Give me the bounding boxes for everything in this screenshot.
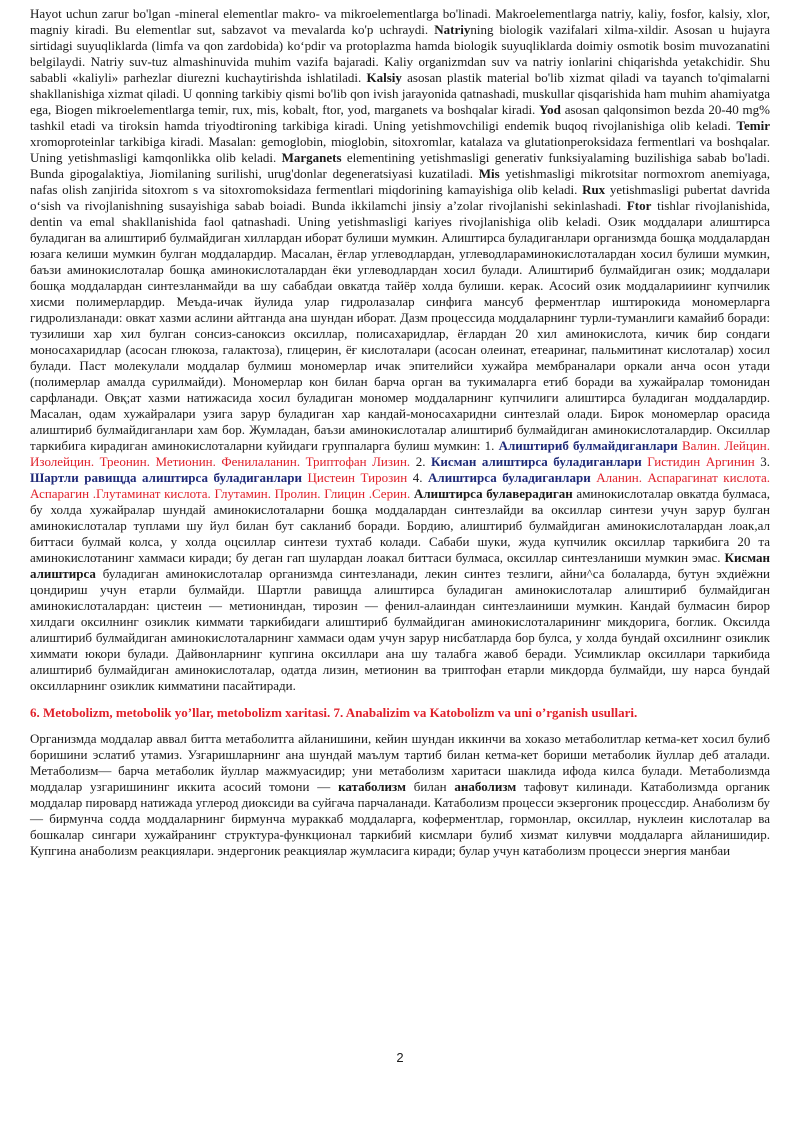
group-2-title: Кисман алиштирса буладиганлари xyxy=(430,454,642,469)
term-marganets: Marganets xyxy=(281,150,342,165)
text: elementining yetishmasligi generativ funksiyalaming buzilishiga sabab bo'ladi. Bunda gipogalaktiya, Jiomilaning surilishi, urug'donlar degeneratsiyasi kuzatiladi. xyxy=(30,150,770,181)
text: yetishmasligi mikrotsitar normoxrom anemiyaga, nafas olish zanjirida sitoxrom s va sitoxromoksidaza fermentlari miqdorining kamayishiga olib keladi. xyxy=(30,166,770,197)
text: 4. xyxy=(407,470,429,485)
group-1-title: Алиштириб булмайдиганлари xyxy=(498,438,678,453)
group-4-title: Алиштирса буладиганлари xyxy=(428,470,591,485)
text: 2. xyxy=(410,454,431,469)
term-rux: Rux xyxy=(582,182,606,197)
term-temir: Temir xyxy=(736,118,770,133)
term-yod: Yod xyxy=(539,102,561,117)
group-1-list: Валин. Лейцин. Изолейцин. Треонин. Метионин. Фенилаланин. Триптофан Лизин. xyxy=(30,438,770,469)
text: Hayot uchun zarur bo'lgan -mineral elementlar makro- va mikroelementlarga bo'linadi. Makroelementlarga natriy, kaliy, fosfor, kalsiy, xlor, magniy kiradi. Bu elementlar sut, sabzavot va mevalarda ko'p uchraydi. xyxy=(30,6,770,37)
page-number: 2 xyxy=(396,1050,404,1065)
text: asosan qalqonsimon bezda 20-40 mg% tashkil etadi va tiroksin hamda triyodtironing tarkibiga kiradi. Uning yetishmovchiligi endemik buqoq rivojlanishiga olib keladi. xyxy=(30,102,770,133)
group-3-title: Шартли равищда алиштирса буладиганлари xyxy=(30,470,302,485)
document-page xyxy=(30,6,770,859)
term-kalsiy: Kalsiy xyxy=(366,70,402,85)
group-2-list: Гистидин Аргинин xyxy=(641,454,755,469)
text: asosan plastik material bo'lib xizmat qiladi va tayanch to'qimalarni shakllanishiga xizmat qiladi. U qonning tarkibiy qismi bo'lib qon ivish jarayonida qatnashadi, muskullar qisqarishida ham muhim ahamiyatga ega, Biogen mikroelementlarga temir, rux, mis, kobalt, ftor, yod, marganets va boshqalar kiradi. xyxy=(30,70,770,117)
section-heading: 6. Metobolizm, metobolik yo’llar, metobolizm xaritasi. 7. Anabalizim va Katobolizm va uni o’rganish usullari. xyxy=(30,705,638,720)
text: yetishmasligi pubertat davrida o‘sish va rivojlanishning susayishiga sabab boiadi. Bunda ikkilamchi jinsiy a’zolar rivojlanishi sekinlashadi. xyxy=(30,182,771,213)
text: буладиган аминокислоталар организмда синтезланади, лекин синтез тезлиги, айни^са болаларда, бутун эхдиёжни цондириш учун етарли булмайди. Шартли равищда алиштирса буладиган аминокислоталар алиштириб булмайдиган аминокислоталардан: цистеин — метиониндан, тирозин — фенил-алаиндан синтезлаиниши мумкин. Кандай булмасин бирор хилдаги оксилнинг озиклик киммати таркибидаги алиштириб булмайдиган аминокислоталарининг микдорига, боглик. Оксилда алиштириб булмайдиган аминокислоталарнинг хаммаси одам учун зарур нисбатларда бор булса, у холда бундай охсилнинг озиклик химмати юкори булади. Дайвонларнинг купгина оксиллари ана шу талабга жавоб беради. Усимликлар оксиллари таркибида алиштириб булмайдиган аминокислоталар, одатда лизин, метионин ва триптофан етарли микдорда булмайди, шу нарса бундай оксилларнинг озиклик кимматини пасайтиради. xyxy=(30,566,770,693)
paragraph-minerals-amino-acids xyxy=(30,6,770,694)
text: xromoproteinlar tarkibiga kiradi. Masalan: gemoglobin, mioglobin, sitoxromlar, katalaza va glutationperoksidaza fermentlari va boshqalar. Uning yetishmasligi kamqonlikka olib keladi. xyxy=(30,134,770,165)
text: tishlar rivojlanishida, dentin va emal shakllanishida faol qatnashadi. Uning yetishmasligi kariyes rivojlanishiga olib keladi. Озик моддалари алиштирса буладиган ва алиштириб булмайдиган хиллардан иборат булиши мумкин. Алиштирса буладиганлари организмда бошқа моддалардан юзага келиши мумкин булган моддалардир. Масалан, ёғлар углеводлардан, углеводлараминокислоталардан хосил булиши мумкин, баъзи аминокислоталар бошқа аминокислоталардан ёки углеводлардан хосил булади. Алиштириб булмайдиган озик; моддалари бошқа моддалардан синтезланмайди ва шу сабабдаи овкатда тайёр холда булиши. керак. Асосий озик моддаларииинг купчилик хисми полимерлардир. Меъда-ичак йулида улар гидролазалар синфига мансуб ферментлар иштирокида мономерларга гидролизланади: овкат хазми аслини айтганда ана шундан иборат. Дазм процессида моддаларнинг турли-туманлиги камайиб боради: тузилиши хар хил булган сонсиз-саноксиз оксиллар, полисахаридлар, ёғлардан 20 хил аминокислота, кичик бир сондаги моносахаридлар (асосан глюкоза, галактоза), глицерин, ёғ кислоталари (асосан олеинат, етеаринаг, пальмитинат кислоталар) хосил булади. Паст молекулали моддалар булмиш мономерлар ичак эпителийси хужайра мембраналари оркали анча осон утади (полимерлар амалда сурилмайди). Мономерлар кон билан барча орган ва тукималарга етиб боради ва хужайралар томонидан сарфланади. Овқ;ат хазми натижасида хосил буладиган мономер моддаларнинг купчилиги алиштирса буладиган моддалардир. Масалан, одам хужайралари узига зарур буладиган хар кандай-моносахаридни синтезлай олади. Бирок мономерлар орасида алиштириб булмайдиганлари хам бор. Жумладан, баъзи аминокислоталар алиштириб булмайдиган аминокислоталардир. Оксиллар таркибига кирадиган аминокислоталарни куйидаги группаларга булиш мумкин: 1. xyxy=(30,198,770,453)
term-natriy: Natriy xyxy=(434,22,471,37)
group-3-list: Цистеин Тирозин xyxy=(301,470,408,485)
paragraph-metabolism xyxy=(30,731,770,859)
text: тафовут килинади. Катаболизмда органик моддалар пировард натижада углерод диоксиди ва суйгача парчаланади. Катаболизм процесси экзергоник процессдир. Анаболизм бу — бирмунча содда моддаларнинг бирмунча мураккаб моддаларга, коферментлар, гормонлар, оксиллар, нуклеин кислоталар ва бошкалар сингари хужайранинг структура-функционал таркибий кисмлари булиб хизмат килувчи моддаларга айланишидир. Купгина анаболизм реакциялари. эндергоник реакциялар жумласига киради; булар учун катаболизм процесси энергия манбаи xyxy=(30,779,770,858)
term-kisman: Кисман алиштирса xyxy=(30,550,770,581)
group-5-title: Алиштирса булавeрадиган xyxy=(410,486,573,501)
group-4-list: Аланин. Аспарагинат кислота. Аспарагин .Глутаминат кислота. Глутамин. Пролин. Глицин .Серин. xyxy=(30,470,771,501)
term-anabolizm: анаболизм xyxy=(454,779,517,794)
text: билан xyxy=(405,779,455,794)
text: аминокислоталар овкатда булмаса, бу холда хужайралар шундай аминокислоталарни бошқа моддалардан синтезлайди ва оксиллар синтези учун зарур булган аминокислоталар туплами шу йул билан бут сакланиб боради. Бордию, алиштириб булмайдиган аминокислоталардан лоак,ал биттаси булмай колса, у холда оцсиллар синтези тухтаб колади. Сабаби шуки, жуда купчилик оксиллар таркибига 20 та аминокислотанинг хаммаси киради; бу деган гап шулардан лоакал биттаси булмаса, оксиллар синтезланиши мумкин эмас. xyxy=(30,486,771,565)
text: ning biologik vazifalari xilma-xildir. Asosan u hujayra sirtidagi suyuqliklarda (limfa va qon zardobida) ko‘pdir va protoplazma hamda biologik suyuqliklarda doimiy osmotik bosim muvozanatini belgilaydi. Natriy suv-tuz almashinuvida muhim vazifa bajaradi. Kaliy organizmdan suv va natriy ionlarini chiqarishda yetakchidir. Shu sababli «kaliyli» parhezlar diurezni kuchaytirishda ishlatiladi. xyxy=(30,22,770,85)
term-mis: Mis xyxy=(478,166,500,181)
text: Организмда моддалар аввал битта метаболитга айланишини, кейин шундан иккинчи ва хоказо метаболитлар кетма-кет хосил булиб боришини эслатиб утамиз. Узгаришларнинг ана шундай маълум тартиб билан кетма-кет бориши метаболик йуллар деб аталади. Метаболизм— барча метаболик йуллар мажмуасидир; уни метаболизм харитаси шаклида ифода килса булади. Метаболизмда моддалар узгаришининг иккита асосий томони — xyxy=(30,731,770,794)
text: 3. xyxy=(754,454,771,469)
term-ftor: Ftor xyxy=(626,198,652,213)
term-katabolizm: катаболизм xyxy=(338,779,406,794)
